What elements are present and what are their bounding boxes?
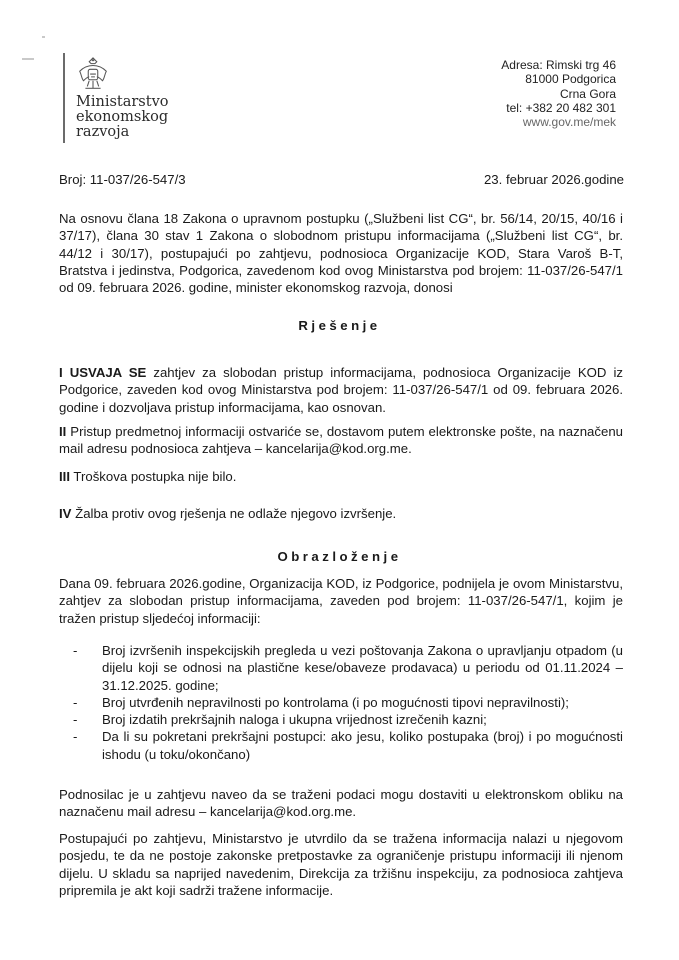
list-item-text: Broj utvrđenih nepravilnosti po kontrolama (i po mogućnosti tipovi nepravilnosti); bbox=[102, 694, 569, 710]
address-city: 81000 Podgorica bbox=[525, 72, 616, 87]
reasoning-intro-paragraph: Dana 09. februara 2026.godine, Organizacija KOD, iz Podgorice, podnijela je ovom Ministarstvu, zahtjev za slobodan pristup informacijama, zaveden pod brojem: 11-037/26-547/1, kojim je tražen pristup sljedećoj informaciji: bbox=[59, 576, 623, 626]
decision-heading: Rješenje bbox=[298, 318, 381, 333]
decision-item-4-numeral: IV bbox=[59, 506, 72, 521]
list-item bbox=[59, 694, 623, 711]
dash-bullet-icon: - bbox=[73, 694, 78, 710]
decision-item-3-text: Troškova postupka nije bilo. bbox=[70, 469, 237, 484]
address-country: Crna Gora bbox=[559, 86, 616, 101]
document-date: 23. februar 2026.godine bbox=[483, 172, 624, 187]
list-item-text: Da li su pokretani prekršajni postupci: ako jesu, koliko postupaka (broj) i po mogućnosti ishodu (u toku/okončano) bbox=[102, 729, 623, 762]
decision-item-4-text: Žalba protiv ovog rješenja ne odlaže njegovo izvršenje. bbox=[71, 506, 397, 521]
dash-bullet-icon: - bbox=[73, 729, 78, 745]
address-street: Adresa: Rimski trg 46 bbox=[501, 58, 616, 72]
possession-paragraph: Postupajući po zahtjevu, Ministarstvo je utvrdilo da se tražena informacija nalazi u njegovom posjedu, te da ne postoje zakonske pretpostavke za ograničenje pristupu informaciji ili njenom dijelu. U skladu sa naprijed navedenim, Direkcija za tržišnu inspekciju, za podnosioca zahtjeva pripremila je akt koji sadrži tražene informacije. bbox=[59, 831, 623, 898]
coat-of-arms-icon bbox=[74, 56, 112, 94]
ministry-name bbox=[76, 95, 169, 140]
decision-item-4 bbox=[59, 505, 623, 522]
decision-item-1-numeral: I USVAJA SE bbox=[59, 365, 147, 380]
ministry-name-line-1: Ministarstvo bbox=[76, 94, 169, 110]
decision-item-2-numeral: II bbox=[59, 424, 67, 439]
list-item-text: Broj izvršenih inspekcijskih pregleda u vezi poštovanja Zakona o upravljanju otpadom (u dijelu koji se odnosi na plastične kese/obaveze prodavaca) u periodu od 01.11.2024 – 31.12.2025. godine; bbox=[102, 643, 623, 693]
list-item bbox=[59, 642, 623, 694]
list-item bbox=[59, 711, 623, 728]
ministry-name-line-2: ekonomskog bbox=[76, 109, 169, 125]
letterhead-divider bbox=[63, 53, 65, 143]
decision-item-2-text: Pristup predmetnoj informaciji ostvariće se, dostavom putem elektronske pošte, na naznačenu mail adresu podnosioca zahtjeva – kancelarija@kod.org.me. bbox=[59, 424, 623, 457]
scan-artifact bbox=[22, 58, 34, 60]
decision-item-3-numeral: III bbox=[59, 469, 70, 484]
reference-number: Broj: 11-037/26-547/3 bbox=[59, 172, 186, 187]
requested-items-list bbox=[59, 642, 623, 763]
list-item-text: Broj izdatih prekršajnih naloga i ukupna vrijednost izrečenih kazni; bbox=[102, 712, 487, 728]
dash-bullet-icon: - bbox=[73, 712, 78, 728]
decision-item-2 bbox=[59, 423, 623, 458]
dash-bullet-icon: - bbox=[73, 643, 78, 658]
list-item bbox=[59, 728, 623, 763]
ministry-name-line-3: razvoja bbox=[76, 124, 130, 140]
decision-item-1-text: zahtjev za slobodan pristup informacijama, podnosioca Organizacije KOD iz Podgorice, zaveden kod ovog Ministarstva pod brojem: 11-037/26-547/1 od 09. februara 2026. godine i dozvoljava pristup informacijama, kao osnovan. bbox=[59, 365, 623, 415]
reasoning-heading: Obrazloženje bbox=[277, 549, 402, 564]
address-website: www.gov.me/mek bbox=[522, 115, 616, 130]
address-phone: tel: +382 20 482 301 bbox=[506, 100, 616, 115]
decision-item-1 bbox=[59, 364, 623, 416]
scan-artifact bbox=[42, 36, 45, 38]
delivery-paragraph: Podnosilac je u zahtjevu naveo da se traženi podaci mogu dostaviti u elektronskom obliku na naznačenu mail adresu – kancelarija@kod.org.me. bbox=[59, 787, 623, 820]
decision-item-3 bbox=[59, 468, 623, 485]
address-block bbox=[501, 58, 616, 129]
preamble-paragraph: Na osnovu člana 18 Zakona o upravnom postupku („Službeni list CG“, br. 56/14, 20/15, 40/16 i 37/17), člana 30 stav 1 Zakona o slobodnom pristupu informacijama („Službeni list CG“, br. 44/12 i 30/17), postupajući po zahtjevu, podnosioca Organizacije KOD, Stara Varoš B-T, Bratstva i jedinstva, Podgorica, zavedenom kod ovog Ministarstva pod brojem: 11-037/26-547/1 od 09. februara 2026. godine, minister ekonomskog razvoja, donosi bbox=[59, 211, 623, 296]
